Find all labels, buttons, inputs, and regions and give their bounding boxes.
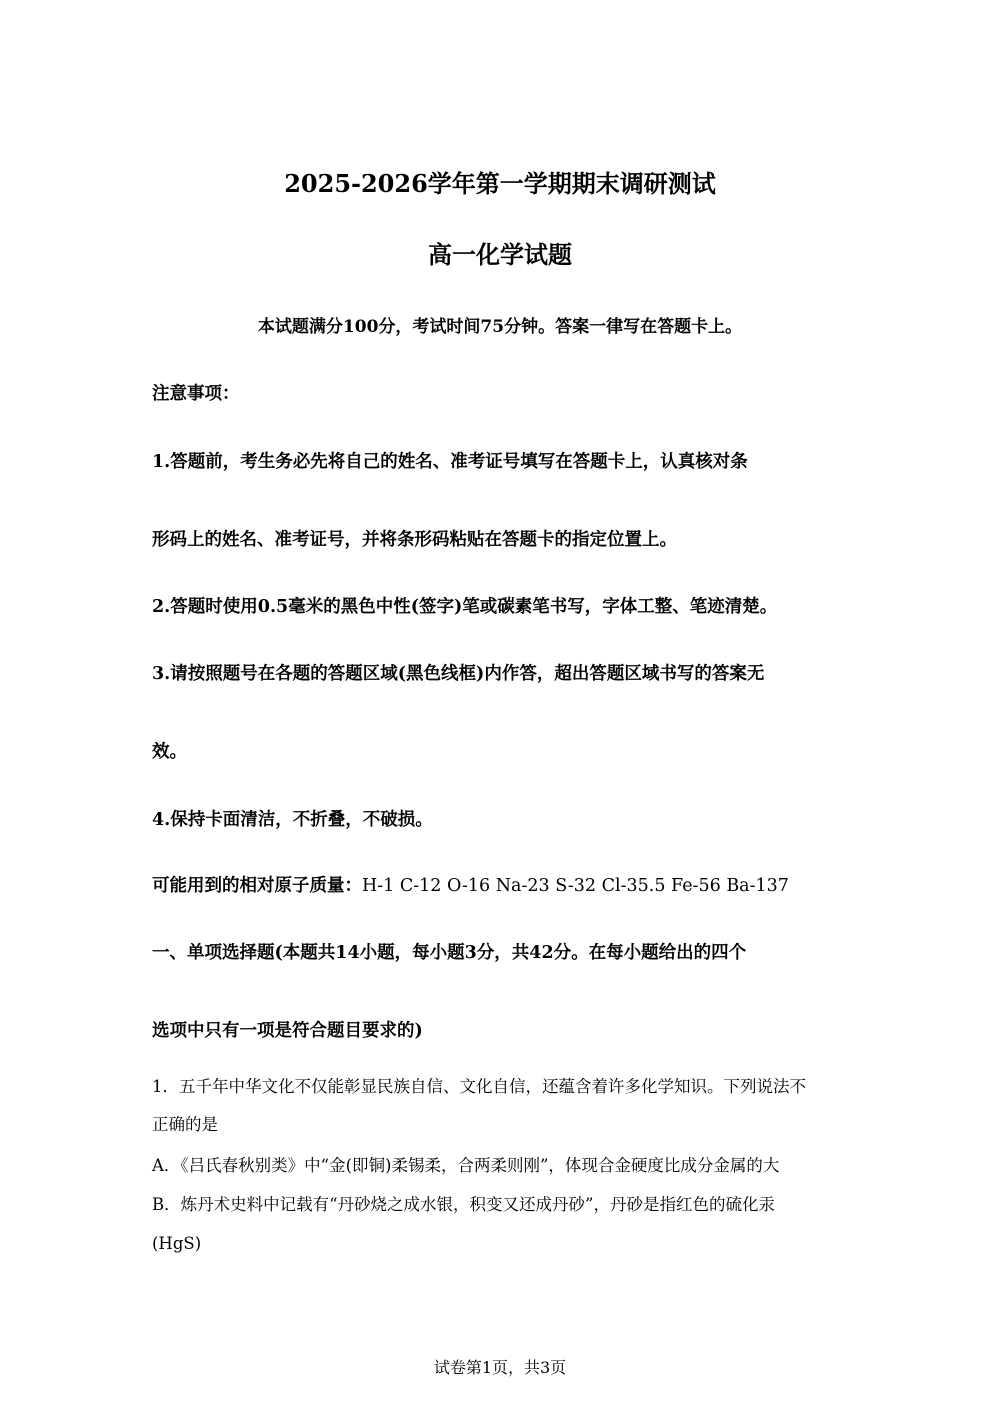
notice-heading: 注意事项： <box>152 384 240 404</box>
section-heading-continued: 选项中只有一项是符合题目要求的) <box>152 1021 423 1041</box>
exam-subtitle: 高一化学试题 <box>428 240 572 269</box>
option-b-continued: (HgS) <box>152 1234 202 1253</box>
notice-item: 4.保持卡面清洁，不折叠，不破损。 <box>152 810 433 830</box>
section-heading: 一、单项选择题(本题共14小题，每小题3分，共42分。在每小题给出的四个 <box>152 943 747 963</box>
atomic-mass-values: H-1 C-12 O-16 Na-23 S-32 Cl-35.5 Fe-56 Ba-137 <box>362 876 789 896</box>
page-footer: 试卷第1页，共3页 <box>433 1358 567 1377</box>
option-b: B．炼丹术史料中记载有“丹砂烧之成水银，积变又还成丹砂”，丹砂是指红色的硫化汞 <box>152 1195 775 1214</box>
exam-info: 本试题满分100分，考试时间75分钟。答案一律写在答题卡上。 <box>257 317 743 337</box>
notice-item: 效。 <box>152 742 187 762</box>
option-a: A．《吕氏春秋别类》中“金(即铜)柔锡柔，合两柔则刚”，体现合金硬度比成分金属的大 <box>152 1156 780 1175</box>
exam-title: 2025-2026学年第一学期期末调研测试 <box>284 169 716 198</box>
question-stem: 1．五千年中华文化不仅能彰显民族自信、文化自信，还蕴含着许多化学知识。下列说法不 <box>152 1077 806 1096</box>
notice-item: 形码上的姓名、准考证号，并将条形码粘贴在答题卡的指定位置上。 <box>152 530 677 550</box>
notice-item: 1.答题前，考生务必先将自己的姓名、准考证号填写在答题卡上，认真核对条 <box>152 452 748 472</box>
question-stem-continued: 正确的是 <box>152 1115 218 1134</box>
atomic-mass-label: 可能用到的相对原子质量： <box>152 876 362 896</box>
atomic-mass-line <box>152 876 850 897</box>
notice-item: 3.请按照题号在各题的答题区域(黑色线框)内作答，超出答题区域书写的答案无 <box>152 664 765 684</box>
notice-item: 2.答题时使用0.5毫米的黑色中性(签字)笔或碳素笔书写，字体工整、笔迹清楚。 <box>152 597 778 617</box>
